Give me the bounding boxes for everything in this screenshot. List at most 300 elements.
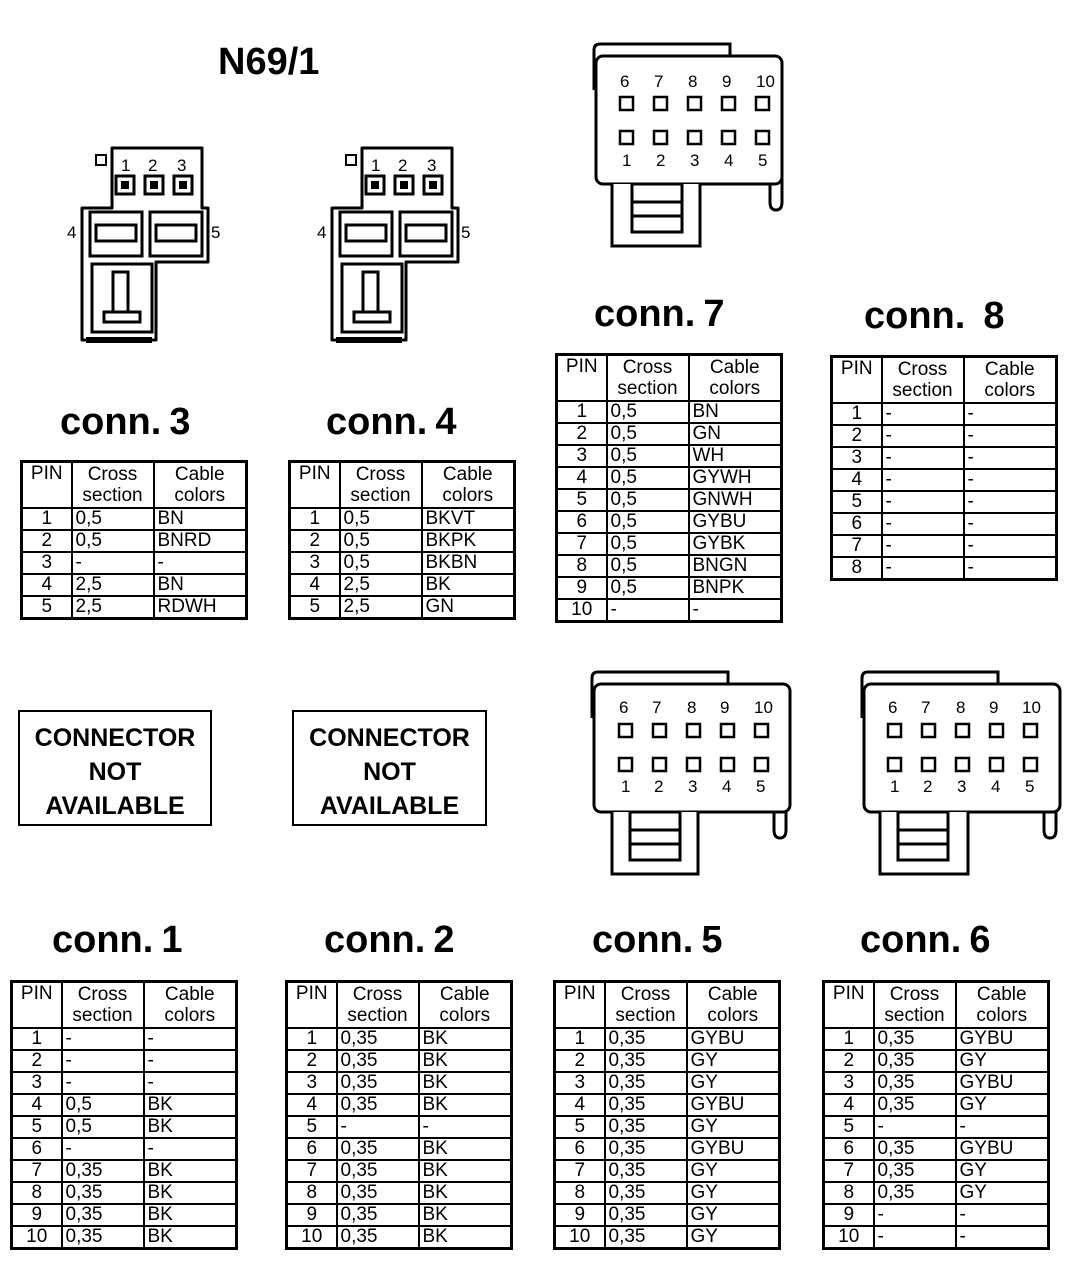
cross-section-cell: 0,5 xyxy=(340,508,422,530)
cross-section-cell: 0,35 xyxy=(337,1182,419,1204)
table-row xyxy=(12,1182,237,1204)
cross-section-cell: - xyxy=(62,1028,144,1050)
pin-table xyxy=(555,353,783,623)
na-line: NOT xyxy=(363,758,416,786)
table-header xyxy=(832,357,1057,404)
pin-label: 6 xyxy=(888,698,898,717)
pin-cell: 5 xyxy=(555,1116,605,1138)
cross-section-cell: 0,5 xyxy=(72,530,154,552)
cross-section-cell: - xyxy=(62,1050,144,1072)
table-row xyxy=(290,530,515,552)
header-cross-section: Cross section xyxy=(340,462,422,509)
cross-section-cell: - xyxy=(882,469,964,491)
conn-4-title xyxy=(326,400,456,444)
pin-cell: 4 xyxy=(555,1094,605,1116)
pin-label: 3 xyxy=(688,777,698,796)
pin-cell: 7 xyxy=(824,1160,874,1182)
pin-label: 2 xyxy=(148,156,158,175)
cross-section-cell: 0,35 xyxy=(337,1226,419,1249)
header-pin: PIN xyxy=(555,982,605,1029)
pin-cell: 4 xyxy=(287,1094,337,1116)
table-row xyxy=(287,1182,512,1204)
cross-section-cell: 0,5 xyxy=(72,508,154,530)
table-header xyxy=(824,982,1049,1029)
pin-cell: 8 xyxy=(832,557,882,580)
cable-color-cell: BNPK xyxy=(689,577,782,599)
pin-label: 8 xyxy=(956,698,966,717)
cross-section-cell: 0,35 xyxy=(874,1072,956,1094)
cable-color-cell: GYBU xyxy=(956,1072,1049,1094)
table-row xyxy=(824,1050,1049,1072)
table-row xyxy=(287,1138,512,1160)
table-row xyxy=(555,1116,780,1138)
cable-color-cell: BNRD xyxy=(154,530,247,552)
header-cable-colors: Cable colors xyxy=(419,982,512,1029)
pin-label: 2 xyxy=(923,777,933,796)
cross-section-cell: - xyxy=(607,599,689,622)
cross-section-cell: - xyxy=(62,1138,144,1160)
cable-color-cell: BN xyxy=(689,401,782,423)
pin-cell: 4 xyxy=(290,574,340,596)
header-cable-colors: Cable colors xyxy=(144,982,237,1029)
table-row xyxy=(290,596,515,619)
cross-section-cell: 0,35 xyxy=(874,1182,956,1204)
pin-cell: 4 xyxy=(832,469,882,491)
conn-5-title xyxy=(592,918,722,962)
cross-section-cell: 0,35 xyxy=(605,1138,687,1160)
cable-color-cell: GY xyxy=(687,1226,780,1249)
conn-word: conn. xyxy=(324,919,426,961)
pin-label: 3 xyxy=(957,777,967,796)
cable-color-cell: GY xyxy=(687,1182,780,1204)
conn-number: 1 xyxy=(161,919,183,961)
pin-cell: 8 xyxy=(557,555,607,577)
cross-section-cell: 0,5 xyxy=(62,1094,144,1116)
table-row xyxy=(557,555,782,577)
cable-color-cell: BK xyxy=(144,1160,237,1182)
cable-color-cell: GY xyxy=(956,1160,1049,1182)
cross-section-cell: - xyxy=(882,403,964,425)
pin-cell: 9 xyxy=(12,1204,62,1226)
cross-section-cell: - xyxy=(874,1204,956,1226)
cross-section-cell: - xyxy=(882,557,964,580)
cable-color-cell: - xyxy=(689,599,782,622)
pin-cell: 3 xyxy=(555,1072,605,1094)
pin-table xyxy=(288,460,516,620)
cross-section-cell: 0,35 xyxy=(605,1160,687,1182)
table-row xyxy=(824,1094,1049,1116)
pin-label: 3 xyxy=(690,151,700,170)
table-header xyxy=(12,982,237,1029)
na-line: CONNECTOR xyxy=(34,724,196,752)
conn-number: 7 xyxy=(703,293,725,335)
cable-color-cell: - xyxy=(419,1116,512,1138)
table-row xyxy=(832,469,1057,491)
pin-cell: 5 xyxy=(557,489,607,511)
header-cross-section: Cross section xyxy=(874,982,956,1029)
pin-cell: 3 xyxy=(22,552,72,574)
table-header xyxy=(22,462,247,509)
cable-color-cell: BKBN xyxy=(422,552,515,574)
cable-color-cell: - xyxy=(964,403,1057,425)
header-pin: PIN xyxy=(557,355,607,402)
cable-color-cell: BK xyxy=(419,1226,512,1249)
table-row xyxy=(22,596,247,619)
table-row xyxy=(824,1138,1049,1160)
pin-cell: 1 xyxy=(557,401,607,423)
cross-section-cell: 0,5 xyxy=(607,467,689,489)
pin-table xyxy=(285,980,513,1250)
pin-label: 8 xyxy=(687,698,697,717)
table-row xyxy=(555,1072,780,1094)
pin-cell: 8 xyxy=(555,1182,605,1204)
pin-cell: 1 xyxy=(824,1028,874,1050)
pin-cell: 1 xyxy=(12,1028,62,1050)
cross-section-cell: 0,35 xyxy=(337,1138,419,1160)
cross-section-cell: - xyxy=(882,513,964,535)
header-cross-section: Cross section xyxy=(62,982,144,1029)
cable-color-cell: BKVT xyxy=(422,508,515,530)
pin-cell: 3 xyxy=(832,447,882,469)
pin-cell: 5 xyxy=(22,596,72,619)
conn-3-title xyxy=(60,400,190,444)
cable-color-cell: BN xyxy=(154,508,247,530)
conn-word: conn. xyxy=(864,295,966,337)
table-row xyxy=(287,1028,512,1050)
pin-cell: 8 xyxy=(12,1182,62,1204)
pin-cell: 9 xyxy=(824,1204,874,1226)
pin-label: 9 xyxy=(722,72,732,91)
table-header xyxy=(555,982,780,1029)
cross-section-cell: 0,35 xyxy=(874,1094,956,1116)
cross-section-cell: 0,35 xyxy=(62,1160,144,1182)
cable-color-cell: - xyxy=(144,1138,237,1160)
connector-not-available-box-1 xyxy=(18,710,212,826)
pin-cell: 3 xyxy=(12,1072,62,1094)
table-row xyxy=(290,574,515,596)
cable-color-cell: BK xyxy=(419,1182,512,1204)
table-row xyxy=(287,1226,512,1249)
pin-cell: 6 xyxy=(287,1138,337,1160)
cross-section-cell: 2,5 xyxy=(340,596,422,619)
pin-label: 4 xyxy=(317,223,327,242)
table-row xyxy=(555,1094,780,1116)
pin-cell: 6 xyxy=(555,1138,605,1160)
cross-section-cell: 0,35 xyxy=(605,1094,687,1116)
pin-cell: 10 xyxy=(555,1226,605,1249)
table-header xyxy=(557,355,782,402)
table-header xyxy=(290,462,515,509)
cable-color-cell: - xyxy=(964,491,1057,513)
cross-section-cell: 0,35 xyxy=(605,1072,687,1094)
pin-cell: 3 xyxy=(290,552,340,574)
cross-section-cell: - xyxy=(62,1072,144,1094)
cable-color-cell: - xyxy=(154,552,247,574)
conn-number: 3 xyxy=(169,401,191,443)
cable-color-cell: BK xyxy=(144,1116,237,1138)
na-line: AVAILABLE xyxy=(45,792,185,820)
cable-color-cell: GYBU xyxy=(687,1138,780,1160)
cross-section-cell: 0,35 xyxy=(337,1050,419,1072)
table-row xyxy=(557,533,782,555)
table-row xyxy=(832,491,1057,513)
cross-section-cell: 0,5 xyxy=(62,1116,144,1138)
header-cable-colors: Cable colors xyxy=(154,462,247,509)
table-row xyxy=(557,577,782,599)
cable-color-cell: - xyxy=(964,447,1057,469)
pin-cell: 10 xyxy=(12,1226,62,1249)
table-row xyxy=(824,1072,1049,1094)
header-cable-colors: Cable colors xyxy=(964,357,1057,404)
cross-section-cell: 2,5 xyxy=(72,596,154,619)
cable-color-cell: - xyxy=(964,469,1057,491)
pin-table xyxy=(553,980,781,1250)
pin-cell: 5 xyxy=(12,1116,62,1138)
cross-section-cell: 0,5 xyxy=(340,552,422,574)
pin-label: 1 xyxy=(371,156,381,175)
pin-label: 4 xyxy=(991,777,1001,796)
pin-label: 3 xyxy=(427,156,437,175)
table-row xyxy=(555,1160,780,1182)
cable-color-cell: RDWH xyxy=(154,596,247,619)
cable-color-cell: GY xyxy=(687,1116,780,1138)
cable-color-cell: GY xyxy=(687,1072,780,1094)
cable-color-cell: GY xyxy=(956,1094,1049,1116)
pin-cell: 1 xyxy=(22,508,72,530)
cross-section-cell: 0,5 xyxy=(340,530,422,552)
pin-cell: 6 xyxy=(12,1138,62,1160)
pin-label: 5 xyxy=(1025,777,1035,796)
pin-cell: 1 xyxy=(287,1028,337,1050)
cable-color-cell: GY xyxy=(956,1050,1049,1072)
connector-4-drawing xyxy=(310,140,480,350)
cross-section-cell: 0,35 xyxy=(874,1028,956,1050)
table-row xyxy=(12,1138,237,1160)
cable-color-cell: GYBU xyxy=(689,511,782,533)
cross-section-cell: 0,35 xyxy=(62,1204,144,1226)
header-pin: PIN xyxy=(824,982,874,1029)
cross-section-cell: 0,5 xyxy=(607,445,689,467)
cable-color-cell: GYBK xyxy=(689,533,782,555)
pin-cell: 10 xyxy=(287,1226,337,1249)
table-row xyxy=(824,1204,1049,1226)
pin-label: 4 xyxy=(67,223,77,242)
na-line: AVAILABLE xyxy=(319,792,460,820)
table-row xyxy=(12,1050,237,1072)
table-row xyxy=(22,574,247,596)
pin-cell: 9 xyxy=(557,577,607,599)
cable-color-cell: BNGN xyxy=(689,555,782,577)
header-pin: PIN xyxy=(290,462,340,509)
pin-label: 1 xyxy=(890,777,900,796)
cable-color-cell: - xyxy=(964,557,1057,580)
cable-color-cell: - xyxy=(956,1204,1049,1226)
pin-cell: 1 xyxy=(555,1028,605,1050)
table-row xyxy=(832,535,1057,557)
cross-section-cell: - xyxy=(874,1116,956,1138)
cable-color-cell: GN xyxy=(422,596,515,619)
table-row xyxy=(555,1182,780,1204)
header-pin: PIN xyxy=(12,982,62,1029)
table-row xyxy=(832,513,1057,535)
cable-color-cell: BK xyxy=(419,1160,512,1182)
pin-cell: 2 xyxy=(832,425,882,447)
table-row xyxy=(287,1094,512,1116)
cable-color-cell: GYWH xyxy=(689,467,782,489)
pin-label: 5 xyxy=(756,777,766,796)
cable-color-cell: GYBU xyxy=(687,1028,780,1050)
cross-section-cell: 0,35 xyxy=(874,1050,956,1072)
pin-table xyxy=(822,980,1050,1250)
table-row xyxy=(555,1226,780,1249)
pin-cell: 9 xyxy=(287,1204,337,1226)
pin-table xyxy=(20,460,248,620)
pin-cell: 2 xyxy=(557,423,607,445)
pin-cell: 7 xyxy=(12,1160,62,1182)
table-row xyxy=(824,1182,1049,1204)
table-row xyxy=(555,1138,780,1160)
pin-cell: 8 xyxy=(824,1182,874,1204)
pin-label: 10 xyxy=(756,72,775,91)
conn-2-title xyxy=(324,918,454,962)
pin-cell: 5 xyxy=(290,596,340,619)
cross-section-cell: - xyxy=(882,491,964,513)
table-row xyxy=(832,557,1057,580)
cross-section-cell: 0,35 xyxy=(605,1182,687,1204)
pin-label: 7 xyxy=(654,72,664,91)
cross-section-cell: 0,5 xyxy=(607,555,689,577)
cable-color-cell: GNWH xyxy=(689,489,782,511)
table-row xyxy=(22,552,247,574)
cross-section-cell: 0,5 xyxy=(607,577,689,599)
pin-label: 7 xyxy=(652,698,662,717)
table-row xyxy=(12,1204,237,1226)
header-cable-colors: Cable colors xyxy=(687,982,780,1029)
connector-3-drawing xyxy=(60,140,230,350)
pin-cell: 3 xyxy=(557,445,607,467)
pin-label: 9 xyxy=(989,698,999,717)
cross-section-cell: 0,35 xyxy=(874,1138,956,1160)
pin-label: 1 xyxy=(621,777,631,796)
table-row xyxy=(555,1050,780,1072)
cross-section-cell: 0,35 xyxy=(62,1182,144,1204)
header-pin: PIN xyxy=(22,462,72,509)
cable-color-cell: BK xyxy=(144,1094,237,1116)
pin-cell: 3 xyxy=(287,1072,337,1094)
cross-section-cell: 0,35 xyxy=(605,1226,687,1249)
cable-color-cell: BK xyxy=(419,1050,512,1072)
cross-section-cell: 0,35 xyxy=(337,1160,419,1182)
pin-label: 1 xyxy=(622,151,632,170)
pin-cell: 9 xyxy=(555,1204,605,1226)
conn-word: conn. xyxy=(592,919,694,961)
pin-label: 4 xyxy=(722,777,732,796)
cross-section-cell: 0,5 xyxy=(607,401,689,423)
pin-cell: 1 xyxy=(290,508,340,530)
pin-cell: 4 xyxy=(12,1094,62,1116)
cable-color-cell: BK xyxy=(419,1094,512,1116)
cable-color-cell: BK xyxy=(419,1028,512,1050)
pin-label: 4 xyxy=(724,151,734,170)
table-row xyxy=(290,508,515,530)
cross-section-cell: 0,35 xyxy=(874,1160,956,1182)
pin-cell: 2 xyxy=(824,1050,874,1072)
header-cable-colors: Cable colors xyxy=(956,982,1049,1029)
table-row xyxy=(12,1116,237,1138)
pin-cell: 2 xyxy=(290,530,340,552)
conn-number: 5 xyxy=(701,919,723,961)
table-row xyxy=(832,425,1057,447)
header-cable-colors: Cable colors xyxy=(422,462,515,509)
cable-color-cell: BK xyxy=(419,1204,512,1226)
cable-color-cell: GY xyxy=(687,1160,780,1182)
cable-color-cell: GY xyxy=(956,1182,1049,1204)
table-row xyxy=(555,1204,780,1226)
pin-label: 7 xyxy=(921,698,931,717)
pin-label: 6 xyxy=(619,698,629,717)
connector-5-drawing xyxy=(588,668,798,883)
cross-section-cell: 0,35 xyxy=(337,1028,419,1050)
pin-cell: 5 xyxy=(824,1116,874,1138)
table-row xyxy=(22,530,247,552)
pin-table xyxy=(830,355,1058,581)
table-row xyxy=(557,511,782,533)
cable-color-cell: - xyxy=(964,425,1057,447)
cross-section-cell: - xyxy=(337,1116,419,1138)
conn-number: 2 xyxy=(433,919,455,961)
cable-color-cell: GYBU xyxy=(956,1138,1049,1160)
table-row xyxy=(824,1160,1049,1182)
cross-section-cell: 0,35 xyxy=(337,1204,419,1226)
cable-color-cell: WH xyxy=(689,445,782,467)
table-row xyxy=(824,1226,1049,1249)
pin-cell: 7 xyxy=(832,535,882,557)
pin-cell: 4 xyxy=(824,1094,874,1116)
table-row xyxy=(557,401,782,423)
cable-color-cell: BK xyxy=(422,574,515,596)
connector-not-available-box-2 xyxy=(292,710,487,826)
table-row xyxy=(287,1050,512,1072)
table-row xyxy=(557,467,782,489)
table-row xyxy=(824,1116,1049,1138)
header-cross-section: Cross section xyxy=(605,982,687,1029)
cable-color-cell: BK xyxy=(419,1138,512,1160)
cross-section-cell: 0,5 xyxy=(607,489,689,511)
table-row xyxy=(832,447,1057,469)
cross-section-cell: - xyxy=(882,425,964,447)
cable-color-cell: - xyxy=(144,1028,237,1050)
cable-color-cell: BK xyxy=(144,1226,237,1249)
cross-section-cell: 0,35 xyxy=(605,1050,687,1072)
conn-word: conn. xyxy=(52,919,154,961)
cable-color-cell: GY xyxy=(687,1050,780,1072)
cross-section-cell: - xyxy=(72,552,154,574)
cross-section-cell: 0,35 xyxy=(605,1028,687,1050)
header-pin: PIN xyxy=(832,357,882,404)
header-cross-section: Cross section xyxy=(72,462,154,509)
cable-color-cell: - xyxy=(144,1072,237,1094)
conn-word: conn. xyxy=(326,401,428,443)
pin-label: 5 xyxy=(211,223,221,242)
cable-color-cell: - xyxy=(144,1050,237,1072)
table-row xyxy=(832,403,1057,425)
table-row xyxy=(557,489,782,511)
header-cross-section: Cross section xyxy=(882,357,964,404)
table-row xyxy=(287,1160,512,1182)
pin-label: 8 xyxy=(688,72,698,91)
pin-label: 10 xyxy=(1022,698,1041,717)
header-cross-section: Cross section xyxy=(607,355,689,402)
